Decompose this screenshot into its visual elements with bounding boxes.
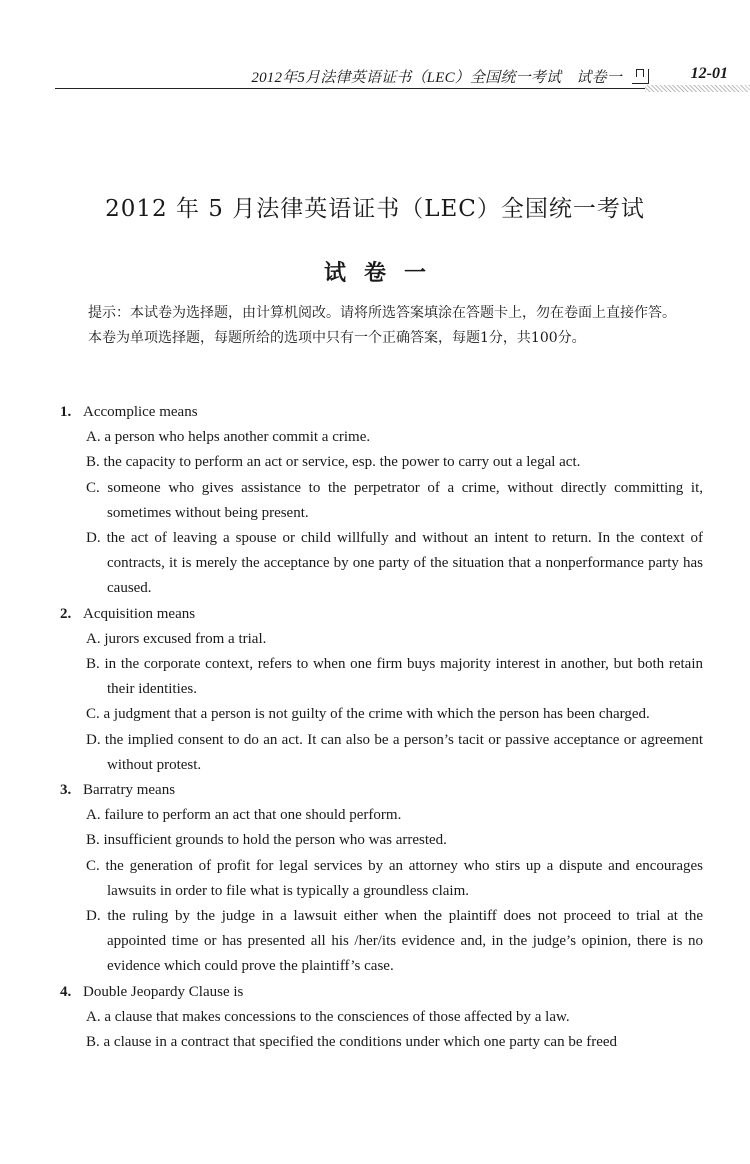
option-text: the implied consent to do an act. It can also be a person’s tacit or passive acceptance or agreement without protest.: [104, 731, 703, 773]
question-stem: [60, 400, 703, 425]
instruction-line-2: 本卷为单项选择题，每题所给的选项中只有一个正确答案，每题1分，共100分。: [88, 330, 586, 346]
option-letter: B.: [86, 656, 100, 672]
option-text: a judgment that a person is not guilty of the crime with which the person has been charged.: [103, 706, 650, 723]
option-b: [86, 450, 703, 475]
header-hatch-decoration: [645, 85, 750, 92]
option-text: someone who gives assistance to the perpetrator of a crime, without directly committing it, sometimes without being present.: [107, 479, 703, 521]
question-stem: [60, 602, 703, 627]
option-text: in the corporate context, refers to when one firm buys majority interest in another, but both retain their identities.: [104, 656, 704, 698]
question-text: Double Jeopardy Clause is: [83, 983, 244, 1000]
option-letter: D.: [86, 530, 101, 546]
question-stem: [60, 778, 703, 803]
option-text: jurors excused from a trial.: [104, 630, 267, 647]
option-letter: D.: [86, 908, 101, 925]
option-letter: A.: [86, 429, 101, 446]
option-text: insufficient grounds to hold the person who was arrested.: [103, 832, 447, 849]
option-letter: B.: [86, 454, 100, 471]
option-c: [86, 476, 703, 526]
question-number: 2.: [60, 605, 72, 622]
question-list: [60, 400, 703, 1055]
option-text: a clause in a contract that specified the conditions under which one party can be freed: [103, 1034, 618, 1051]
option-letter: C.: [86, 706, 100, 723]
corner-mark-icon: [632, 69, 649, 84]
option-c: [86, 702, 703, 727]
option-text: a person who helps another commit a crime.: [104, 429, 371, 446]
option-letter: A.: [86, 807, 101, 824]
option-c: [86, 854, 703, 904]
question-3: [60, 778, 703, 980]
option-a: [86, 1005, 703, 1030]
option-text: the capacity to perform an act or service, esp. the power to carry out a legal act.: [103, 454, 581, 471]
option-a: [86, 425, 703, 450]
option-d: [86, 526, 703, 602]
option-letter: C.: [86, 479, 100, 496]
question-number: 1.: [60, 404, 72, 420]
option-b: [86, 828, 703, 853]
option-letter: D.: [86, 731, 101, 748]
option-a: [86, 803, 703, 828]
exam-instructions: [60, 301, 703, 351]
option-text: a clause that makes concessions to the consciences of those affected by a law.: [104, 1008, 570, 1025]
option-text: the generation of profit for legal services by an attorney who stirs up a dispute and encourages lawsuits in order to file what is typically a groundless claim.: [105, 857, 704, 899]
running-header: [55, 62, 750, 90]
option-b: [86, 652, 703, 702]
option-b: [86, 1030, 703, 1055]
question-text: Accomplice means: [83, 404, 198, 420]
option-letter: B.: [86, 1034, 100, 1051]
option-text: the act of leaving a spouse or child willfully and without an intent to return. In the context of contracts, it is merely the acceptance by one party of the situation that a nonperformance party has caused.: [106, 530, 704, 597]
question-number: 4.: [60, 983, 72, 1000]
exam-title: 2012 年 5 月法律英语证书（LEC）全国统一考试: [105, 196, 645, 222]
question-2: [60, 602, 703, 778]
instruction-line-1: 提示：本试卷为选择题，由计算机阅改。请将所选答案填涂在答题卡上，勿在卷面上直接作答。: [88, 305, 676, 321]
paper-title: 试卷一: [323, 260, 444, 286]
header-rule: [55, 88, 645, 89]
option-d: [86, 904, 703, 980]
option-d: [86, 728, 703, 778]
question-4: [60, 980, 703, 1056]
option-letter: A.: [86, 630, 101, 647]
option-letter: B.: [86, 832, 100, 849]
question-number: 3.: [60, 782, 72, 799]
option-a: [86, 627, 703, 652]
option-text: failure to perform an act that one should perform.: [104, 807, 402, 824]
page-number: 12-01: [690, 65, 728, 82]
question-text: Acquisition means: [83, 605, 196, 622]
option-letter: C.: [86, 857, 100, 874]
option-letter: A.: [86, 1008, 101, 1025]
header-title: 2012年5月法律英语证书（LEC）全国统一考试 试卷一: [251, 70, 622, 86]
question-1: [60, 400, 703, 602]
question-text: Barratry means: [83, 782, 176, 799]
option-text: the ruling by the judge in a lawsuit either when the plaintiff does not proceed to trial at the appointed time or has presented all his /her/its evidence and, in the judge’s opinion, there is no evidence which could prove the plaintiff’s case.: [107, 908, 704, 975]
question-stem: [60, 980, 703, 1005]
